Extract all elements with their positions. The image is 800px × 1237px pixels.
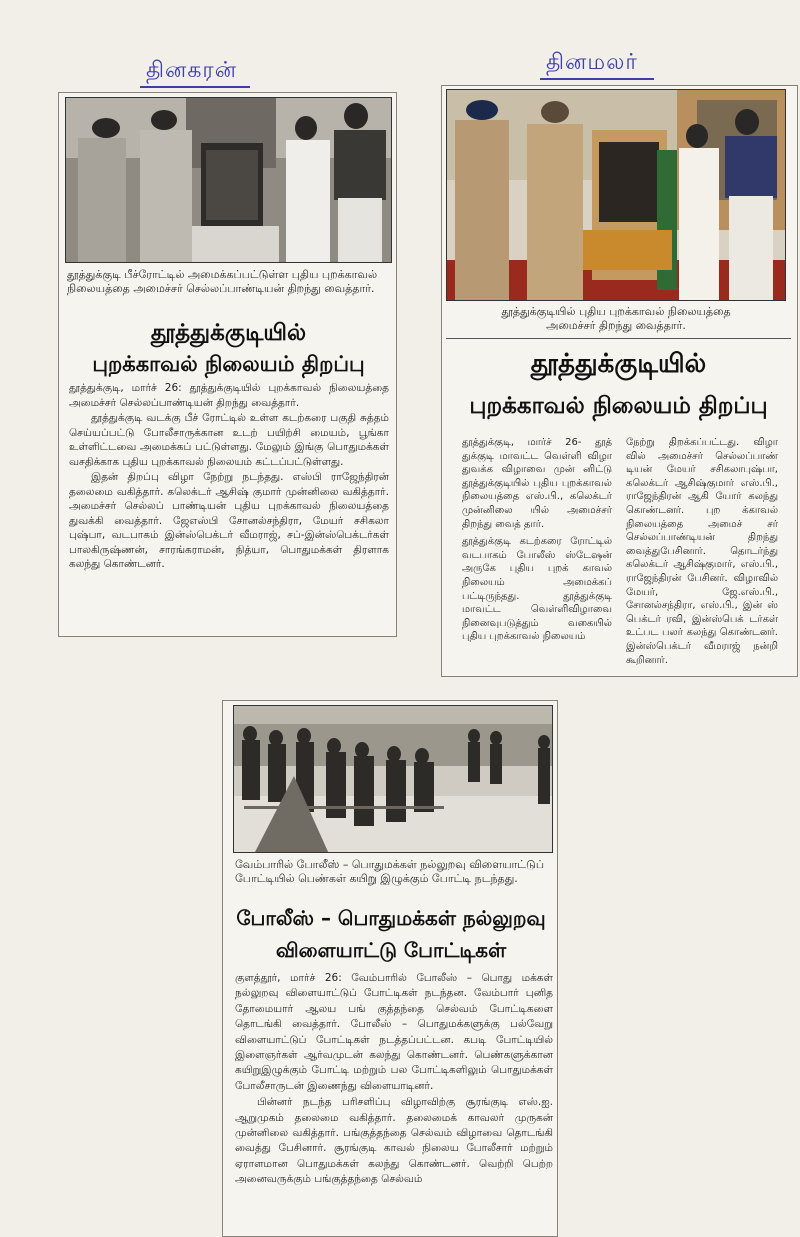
article-paragraph: நேற்று திறக்கப்பட்டது. விழா வில் அமைச்சர் செல்லப்பாண் டியன் மேயர் சசிகலாபுஷ்பா, கலெக்டர் ஆசிஷ்குமார் எஸ்.பி., ராஜேந்திரன் ஆகி யோர் கலந்து கொண்டனர். புற க்காவல் நிலையத்தை அமைச் சர் செல்லப்பாண்டியன் திறந்து வைத்துபேசினார். தொடர்ந்து கலெக்டர் ஆசிஷ்குமார், எஸ்.பி., ராஜேந்திரன் பேசினர். விழாவில் மேயர், ஜே.எஸ்.பி., சோனல்சந்திரா, எஸ்.பி., இன் ஸ் பெக்டர் ரவி, இன்ஸ்பெக் டர்கள் உட்பட பலர் கலந்து கொண்டனர். இன்ஸ்பெக்டர் வீமராஜ் நன்றி கூறினார். (626, 437, 778, 666)
divider-line (446, 338, 791, 339)
label-underline (140, 86, 250, 88)
article-headline-line2: விளையாட்டு போட்டிகள் (275, 938, 507, 962)
article-paragraph: தூத்துக்குடி, மார்ச் 26: தூத்துக்குடியில் புறக்காவல் நிலையத்தை அமைச்சர் செல்லப்பாண்டியன் திறந்து வைத்தார். (69, 382, 389, 409)
article-headline-line1: தூத்துக்குடியில் (150, 320, 307, 346)
news-photo-inauguration (65, 97, 392, 263)
news-clipping-dinakaran (58, 92, 397, 637)
photo-caption: வேம்பாரில் போலீஸ் – பொதுமக்கள் நல்லுறவு விளையாட்டுப் போட்டியில் பெண்கள் கயிறு இழுக்கும் போட்டி நடந்தது. (235, 858, 545, 885)
article-paragraph: தூத்துக்குடி, மார்ச் 26- தூத் துக்குடி மாவட்ட வெள்ளி விழா துவக்க விழாவை முன் னிட்டு தூத்துக்குடியில் புதிய புறக்காவல் நிலையத்தை எஸ்.பி., கலெக்டர் முன்னிலை யில் அமைச்சர் திறந்து வைத் தார். (462, 437, 612, 530)
article-body (69, 381, 389, 573)
article-paragraph: குளத்தூர், மார்ச் 26: வேம்பாரில் போலீஸ் – பொது மக்கள் நல்லுறவு விளையாட்டுப் போட்டிகள் நடந்தன. வேம்பார் புனித தோமையார் ஆலய பங் குத்தந்தை செல்வம் போட்டிகளை தொடங்கி வைத்தார். போலீஸ் – பொதுமக்களுக்கு பல்வேறு விளையாட்டுப் போட்டிகள் நடத்தப்பட்டன. கபடி போட்டியில் இளைஞர்கள் ஆர்வமுடன் கலந்து கொண்டனர். பெண்களுக்கான கயிறுஇழுக்கும் போட்டி மற்றும் பல போட்டிகளிலும் பொதுமக்கள் போலீசாருடன் இணைந்து விளையாடினர். (235, 972, 553, 1092)
photo-image (66, 98, 392, 263)
photo-caption: தூத்துக்குடி பீச்ரோட்டில் அமைக்கப்பட்டுள்ள புதிய புறக்காவல் நிலையத்தை அமைச்சர் செல்லப்பாண்டியன் திறந்து வைத்தார். (67, 268, 378, 295)
article-column-1 (462, 436, 612, 648)
news-photo-tug-of-war (233, 705, 553, 853)
news-clipping-dinamalar (441, 85, 798, 677)
article-paragraph: தூத்துக்குடி வடக்கு பீச் ரோட்டில் உள்ள கடற்கரை பகுதி சுத்தம் செய்யப்பட்டு போலீசாருக்கான உடற் பயிற்சி மையம், பூங்கா உள்ளிட்டவை அமைக்கப் பட்டுள்ளது. மேலும் இங்கு பொதுமக்கள் வசதிக்காக புதிய புறக்காவல் நிலையம் கட்டப்பட்டுள்ளது. (69, 412, 389, 468)
photo-caption-line2: அமைச்சர் திறந்து வைத்தார். (546, 319, 686, 332)
article-body (235, 971, 553, 1189)
photo-image (234, 706, 553, 853)
article-headline-line2: புறக்காவல் நிலையம் திறப்பு (92, 352, 365, 376)
newspaper-label-dinakaran: தினகரன் (146, 58, 238, 83)
news-photo-inauguration (446, 89, 786, 301)
newspaper-label-dinamalar: தினமலர் (546, 50, 638, 75)
article-headline-line2: புறக்காவல் நிலையம் திறப்பு (469, 393, 768, 419)
article-paragraph: இதன் திறப்பு விழா நேற்று நடந்தது. எஸ்பி ராஜேந்திரன் தலைமை வகித்தார். கலெக்டர் ஆசிஷ் குமார் முன்னிலை வகித்தார். அமைச்சர் செல்லப் பாண்டியன் புதிய புறக்காவல் நிலையத்தை துவக்கி வைத்தார். ஜேஎஸ்பி சோனல்சந்திரா, மேயர் சசிகலா புஷ்பா, வடபாகம் இன்ஸ்பெக்டர் வீமராஜ், சப்-இன்ஸ்பெக்டர்கள் பாலகிருஷ்ணன், சாரங்கராமன், நித்யா, பொதுமக்கள் திரளாக கலந்து கொண்டனர். (69, 471, 389, 570)
article-paragraph: தூத்துக்குடி கடற்கரை ரோட்டில் வடபாகம் போலீஸ் ஸ்டேஷன் அருகே புதிய புறக் காவல் நிலையம் அமைக்கப் பட்டிருந்தது. தூத்துக்குடி மாவட்ட வெள்ளிவிழாவை நினைவுபடுத்தும் வகையில் புதிய புறக்காவல் நிலையம் (462, 536, 612, 643)
news-clipping-sports (222, 700, 558, 1237)
article-headline-line1: தூத்துக்குடியில் (530, 349, 707, 379)
article-column-2 (626, 436, 778, 671)
article-headline-line1: போலீஸ் – பொதுமக்கள் நல்லுறவு (236, 906, 546, 930)
photo-caption-line1: தூத்துக்குடியில் புதிய புறக்காவல் நிலையத்தை (501, 305, 731, 318)
article-paragraph: பின்னர் நடந்த பரிசளிப்பு விழாவிற்கு சூரங்குடி எஸ்.ஐ. ஆறுமுகம் தலைமை வகித்தார். தலைமைக் காவலர் முருகன் முன்னிலை வகித்தார். பங்குத்தந்தை செல்வம் விழாவை தொடங்கி வைத்து பேசினார். சூரங்குடி காவல் நிலைய போலீசார் மற்றும் ஏராளமான பொதுமக்கள் கலந்து கொண்டனர். வெற்றி பெற்ற அனைவருக்கும் பங்குத்தந்தை செல்வம் (235, 1096, 553, 1186)
photo-image (447, 90, 786, 301)
label-underline (540, 78, 654, 80)
